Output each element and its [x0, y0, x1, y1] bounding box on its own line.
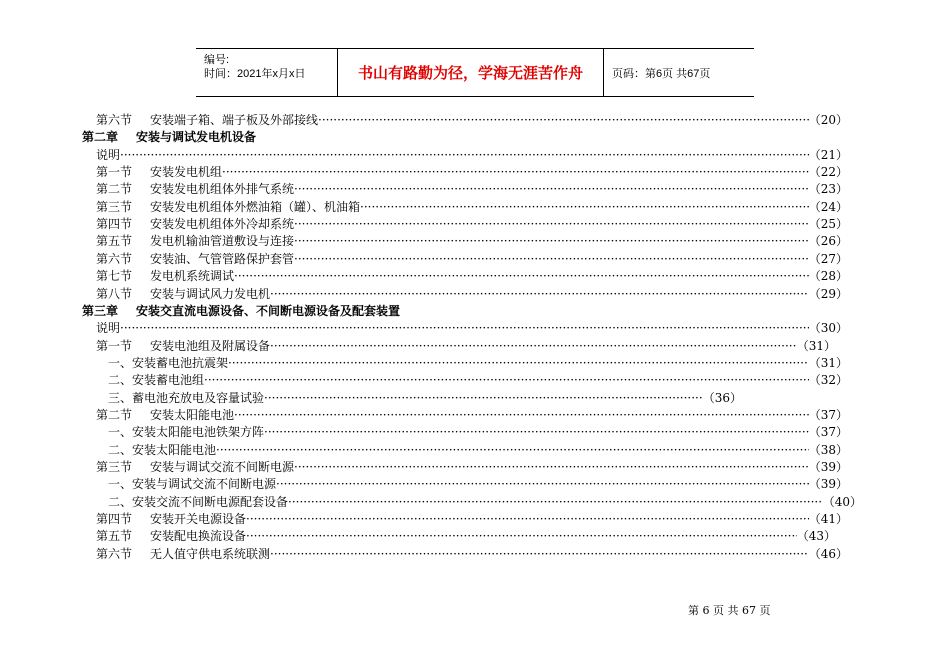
toc-chapter-row — [82, 303, 848, 320]
toc-title: 安装端子箱、端子板及外部接线 — [150, 113, 319, 127]
toc-row — [96, 112, 848, 129]
toc-title: 安装发电机组体外排气系统 — [150, 182, 295, 197]
toc-dot-leader — [270, 546, 809, 563]
toc-dot-leader — [288, 494, 823, 511]
toc-dot-leader — [270, 286, 809, 303]
toc-title: 三、蓄电池充放电及容量试验 — [108, 390, 265, 405]
header-meta — [196, 49, 338, 96]
toc-row — [96, 268, 848, 285]
toc-row — [108, 494, 862, 511]
toc-title: 安装开关电源设备 — [150, 512, 247, 527]
toc-dot-leader — [228, 355, 809, 372]
toc-page-number: （27） — [808, 251, 848, 266]
toc-dot-leader — [294, 459, 809, 476]
toc-title: 发电机系统调试 — [150, 269, 235, 284]
toc-page-number: （22） — [808, 165, 848, 180]
toc-number: 第七节 — [96, 269, 133, 284]
toc-page-number: （31） — [808, 355, 848, 370]
toc-row — [96, 338, 836, 355]
toc-page-number: （23） — [808, 182, 848, 197]
toc-row — [96, 216, 848, 233]
toc-dot-leader — [234, 268, 809, 285]
toc-page-number: （46） — [808, 546, 848, 561]
toc-number: 第六节 — [96, 251, 133, 266]
toc-page-number: （21） — [808, 147, 848, 162]
toc-row — [96, 164, 848, 181]
toc-title: 安装交直流电源设备、不间断电源设备及配套装置 — [136, 303, 401, 318]
header-page-info: 页码：第6页 共67页 — [612, 67, 711, 80]
toc-title: 安装发电机组 — [150, 165, 223, 180]
toc-dot-leader — [294, 251, 809, 268]
toc-row — [96, 459, 848, 476]
toc-row — [96, 286, 848, 303]
toc-number: 第二节 — [96, 182, 133, 197]
toc-row — [96, 181, 848, 198]
toc-dot-leader — [360, 199, 809, 216]
toc-page-number: （43） — [796, 529, 836, 544]
toc-chapter-row — [82, 129, 848, 146]
toc-number: 第一节 — [96, 338, 133, 353]
toc-page-number: （29） — [808, 286, 848, 301]
toc-dot-leader — [216, 442, 809, 459]
toc-number: 第四节 — [96, 217, 133, 232]
toc-title: 安装与调试发电机设备 — [136, 130, 257, 145]
toc-title: 无人值守供电系统联测 — [150, 546, 271, 561]
toc-row — [96, 546, 848, 563]
toc-page-number: （37） — [808, 407, 848, 422]
toc-dot-leader — [294, 181, 809, 198]
toc-row — [96, 407, 848, 424]
toc-title: 二、安装太阳能电池 — [108, 442, 217, 457]
toc-page-number: （39） — [808, 460, 848, 474]
toc-number: 第二节 — [96, 407, 133, 422]
toc-title: 二、安装蓄电池组 — [108, 373, 205, 388]
toc-title: 安装油、气管管路保护套管 — [150, 251, 295, 266]
toc-number: 第五节 — [96, 234, 133, 249]
toc-row — [108, 442, 848, 459]
toc-page-number: （20） — [808, 113, 848, 127]
toc-title: 发电机输油管道敷设与连接 — [150, 234, 295, 249]
toc-dot-leader — [204, 372, 809, 389]
toc-row — [108, 476, 848, 493]
toc-page-number: （41） — [808, 512, 848, 527]
toc-dot-leader — [264, 424, 809, 441]
toc-title: 一、安装与调试交流不间断电源 — [108, 477, 277, 492]
toc-title: 安装发电机组体外燃油箱（罐）、机油箱 — [150, 199, 361, 214]
toc-page-number: （25） — [808, 217, 848, 232]
toc-title: 说明 — [96, 147, 121, 162]
toc-title: 安装太阳能电池 — [150, 407, 235, 422]
toc-page-number: （40） — [822, 494, 862, 509]
toc-title: 一、安装太阳能电池铁架方阵 — [108, 425, 265, 440]
toc-row — [96, 511, 848, 528]
toc-number: 第六节 — [96, 546, 133, 561]
toc-page-number: （38） — [808, 442, 848, 457]
page-footer: 第 6 页 共 67 页 — [688, 604, 771, 617]
toc-page-number: （37） — [808, 425, 848, 440]
toc-page-number: （24） — [808, 199, 848, 214]
toc-page-number: （28） — [808, 269, 848, 284]
toc-page-number: （39） — [808, 477, 848, 492]
toc-page-number: （26） — [808, 234, 848, 249]
toc-row — [96, 199, 848, 216]
toc-row — [96, 320, 848, 337]
toc-dot-leader — [294, 233, 809, 250]
toc-dot-leader — [264, 390, 703, 407]
toc-title: 安装与调试交流不间断电源 — [150, 460, 295, 474]
document-number-label: 编号: — [204, 54, 230, 66]
toc-dot-leader — [270, 338, 797, 355]
toc-dot-leader — [276, 476, 809, 493]
toc-title: 二、安装交流不间断电源配套设备 — [108, 494, 289, 509]
toc-number: 第一节 — [96, 165, 133, 180]
toc-page-number: （32） — [808, 373, 848, 388]
toc-row — [108, 424, 848, 441]
toc-row — [96, 528, 836, 545]
toc-row — [108, 355, 848, 372]
toc-row — [96, 233, 848, 250]
toc-number: 第四节 — [96, 512, 133, 527]
toc-page-number: （31） — [796, 338, 836, 353]
toc-title: 说明 — [96, 321, 121, 336]
toc-row — [96, 147, 848, 164]
toc-dot-leader — [246, 511, 809, 528]
toc-title: 安装配电换流设备 — [150, 529, 247, 544]
toc-number: 第五节 — [96, 529, 133, 544]
toc-dot-leader — [294, 216, 809, 233]
toc-dot-leader — [318, 112, 809, 129]
toc-number: 第二章 — [82, 130, 119, 145]
toc-number: 第三节 — [96, 460, 133, 474]
toc-number: 第三节 — [96, 199, 133, 214]
toc-row — [108, 390, 742, 407]
page-header — [196, 48, 754, 97]
toc-dot-leader — [246, 528, 797, 545]
header-motto: 书山有路勤为径，学海无涯苦作舟 — [338, 49, 604, 96]
toc-title: 安装发电机组体外冷却系统 — [150, 217, 295, 232]
toc-dot-leader — [120, 320, 809, 337]
toc-dot-leader — [222, 164, 809, 181]
toc-row — [96, 251, 848, 268]
document-time-label: 时间：2021年x月x日 — [204, 68, 306, 80]
toc-page-number: （36） — [702, 390, 742, 405]
toc-page-number: （30） — [808, 321, 848, 336]
toc-title: 安装与调试风力发电机 — [150, 286, 271, 301]
toc-number: 第八节 — [96, 286, 133, 301]
toc-dot-leader — [234, 407, 809, 424]
toc-dot-leader — [120, 147, 809, 164]
toc-number: 第三章 — [82, 303, 119, 318]
toc-number: 第六节 — [96, 113, 133, 127]
toc-row — [108, 372, 848, 389]
toc-title: 一、安装蓄电池抗震架 — [108, 355, 229, 370]
toc-title: 安装电池组及附属设备 — [150, 338, 271, 353]
